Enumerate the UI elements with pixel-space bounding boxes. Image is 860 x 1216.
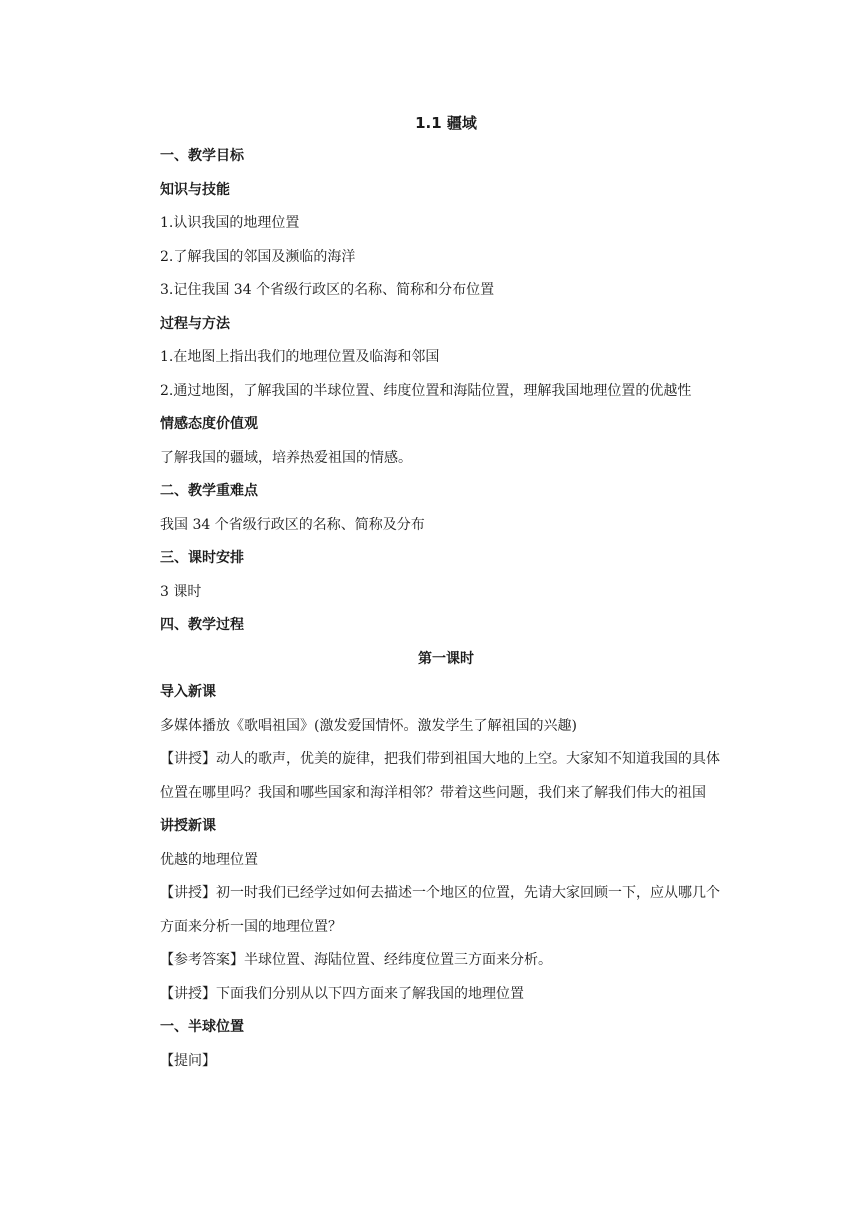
lecture-paragraph-3: 【讲授】下面我们分别从以下四方面来了解我国的地理位置: [160, 985, 524, 1002]
new-lesson-topic: 优越的地理位置: [160, 851, 258, 868]
question-label: 【提问】: [160, 1052, 216, 1069]
heading-hemisphere-position: 一、半球位置: [160, 1019, 244, 1035]
lecture-paragraph-1: 【讲授】动人的歌声，优美的旋律，把我们带到祖国大地的上空。大家知不知道我国的具体位置在哪里吗？我国和哪些国家和海洋相邻？带着这些问题，我们来了解我们伟大的祖国: [160, 751, 720, 801]
subheading-knowledge-skills: 知识与技能: [160, 181, 230, 198]
subheading-new-lesson: 讲授新课: [160, 818, 216, 834]
subheading-introduction: 导入新课: [160, 684, 216, 700]
key-points-text: 我国 34 个省级行政区的名称、简称及分布: [160, 516, 425, 533]
process-item-2: 2.通过地图，了解我国的半球位置、纬度位置和海陆位置，理解我国地理位置的优越性: [160, 382, 692, 399]
document-page: [160, 106, 732, 1078]
schedule-text: 3 课时: [160, 583, 202, 600]
subheading-process-methods: 过程与方法: [160, 315, 230, 332]
reference-answer: 【参考答案】半球位置、海陆位置、经纬度位置三方面来分析。: [160, 952, 552, 968]
heading-schedule: 三、课时安排: [160, 550, 244, 566]
knowledge-item-2: 2.了解我国的邻国及濒临的海洋: [160, 248, 356, 265]
intro-text: 多媒体播放《歌唱祖国》(激发爱国情怀。激发学生了解祖国的兴趣): [160, 717, 577, 734]
process-item-1: 1.在地图上指出我们的地理位置及临海和邻国: [160, 349, 440, 365]
heading-teaching-process: 四、教学过程: [160, 617, 244, 633]
heading-key-points: 二、教学重难点: [160, 483, 258, 499]
lecture-paragraph-2: 【讲授】初一时我们已经学过如何去描述一个地区的位置，先请大家回顾一下，应从哪几个方面来分析一国的地理位置？: [160, 885, 720, 935]
heading-teaching-goals: 一、教学目标: [160, 148, 244, 164]
subheading-emotion-values: 情感态度价值观: [160, 416, 258, 432]
document-title: 1.1 疆域: [415, 114, 477, 132]
emotion-item-1: 了解我国的疆域，培养热爱祖国的情感。: [160, 449, 412, 466]
knowledge-item-1: 1.认识我国的地理位置: [160, 215, 300, 231]
knowledge-item-3: 3.记住我国 34 个省级行政区的名称、简称和分布位置: [160, 282, 495, 298]
lesson-one-title: 第一课时: [418, 650, 474, 667]
